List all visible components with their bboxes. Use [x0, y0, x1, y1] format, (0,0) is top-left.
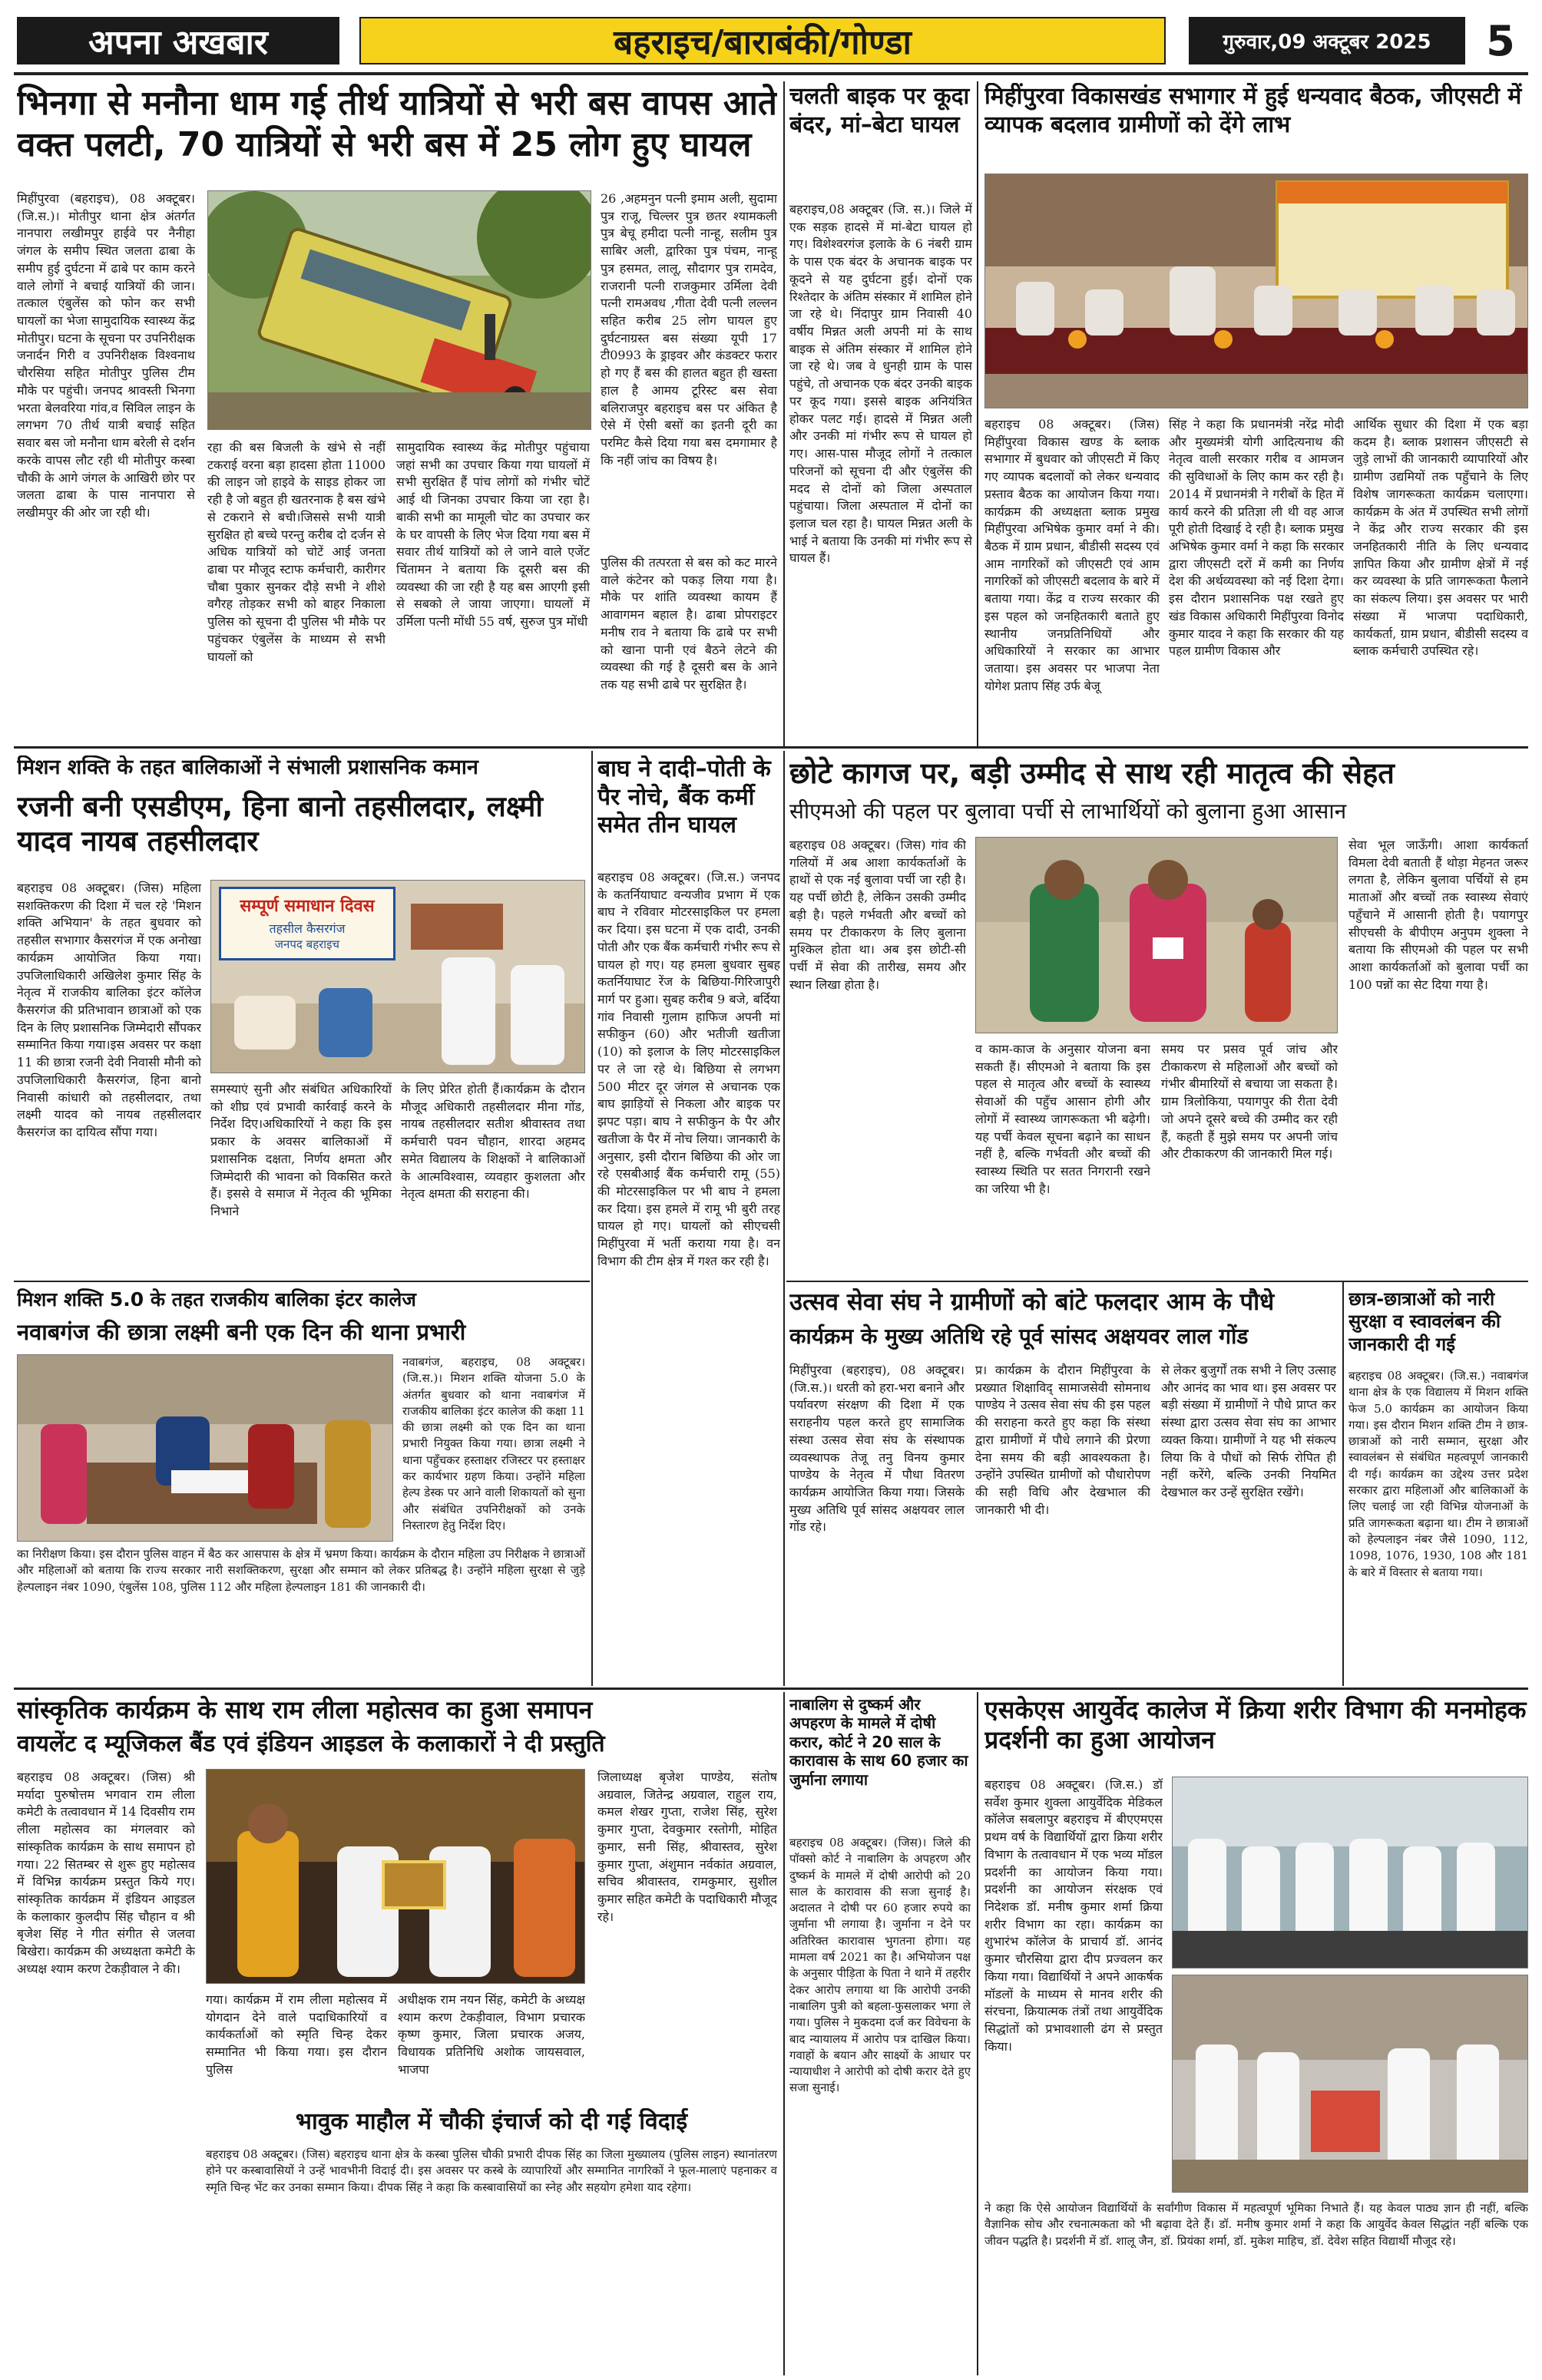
monkey-bike-headline: चलती बाइक पर कूदा बंदर, मां–बेटा घायल	[789, 83, 970, 138]
maternal-health-photo	[975, 837, 1338, 1033]
bus-accident-col5: पुलिस की तत्परता से बस को कट मारने वाले कंटेनर को पकड़ लिया गया है। मौके पर शांति व्यवस्था कायम हैं आवागमन बहाल है। ढाबा प्रोपराइटर मनीष राव ने बताया कि ढाबे पर सभी को खाना पानी एवं बैठने लेटने की व्यवस्था की गई है दूसरी बस के आने तक यह सभी ढाबे पर सुरक्षित है।	[601, 555, 777, 693]
gst-meeting-headline: मिहींपुरवा विकासखंड सभागार में हुई धन्यवाद बैठक, जीएसटी में व्यापक बदलाव ग्रामीणों को देंगे लाभ	[984, 83, 1522, 138]
column-divider	[591, 751, 593, 1686]
gst-meeting-photo	[984, 174, 1528, 408]
mission-shakti-kicker: मिशन शक्ति के तहत बालिकाओं ने संभाली प्रशासनिक कमान	[17, 755, 478, 779]
monkey-bike-text: बहराइच,08 अक्टूबर (जि. स.)। जिले में एक सड़क हादसे में मां-बेटा घायल हो गए। विशेश्वरगंज इलाके के 6 नंबरी ग्राम के पास एक बंदर के अचानक बाइक पर कूदने से यह दुर्घटना हुई। दोनों एक रिश्तेदार के अंतिम संस्कार में शामिल होने जा रहे थे। निंदापुर ग्राम निवासी 40 वर्षीय मिन्नत अली अपनी मां के साथ बाइक से अंतिम संस्कार में शामिल होने जा रहे थे। जब वे धुनही ग्राम के पास पहुंचे, तो अचानक एक बंदर उनकी बाइक पर कूद गया। इससे बाइक अनियंत्रित होकर पलट गई। हादसे में मिन्नत अली और उनकी मां गंभीर रूप से घायल हो गए। आस-पास मौजूद लोगों ने तत्काल परिजनों को सूचना दी और एंबुलेंस की मदद से दोनों को जिला अस्पताल पहुंचाया। जिला अस्पताल में दोनों का इलाज चल रहा है। घायल मिन्नत अली के भाई ने बताया कि उनकी मां गंभीर रूप से घायल हैं।	[789, 202, 972, 566]
banner-title: सम्पूर्ण समाधान दिवस	[240, 897, 375, 916]
maternal-health-col2: व काम-काज के अनुसार योजना बना सकती हैं। सीएमओ ने बताया कि इस पहल से मातृत्व और बच्चों के स्वास्थ्य सेवाओं की पहुँच आसान होगी और लोगों में स्वास्थ्य जागरूकता भी बढ़ेगी। यह पर्ची केवल सूचना बढ़ाने का साधन नहीं है, बल्कि गर्भवती और बच्चों की स्वास्थ्य स्थिति पर सतत निगरानी रखने का जरिया भी है।	[975, 1042, 1150, 1196]
chauki-incharge-text: बहराइच 08 अक्टूबर। (जिस) बहराइच थाना क्षेत्र के कस्बा पुलिस चौकी प्रभारी दीपक सिंह का जिला मुख्यालय (पुलिस लाइन) स्थानांतरण होने पर कस्बावासियों ने उन्हें भावभीनी विदाई दी। इस अवसर पर कस्बे के व्यापारियों और सम्मानित नागरिकों ने फूल-मालाएं पहनाकर व स्मृति चिन्ह भेंट कर उनका सम्मान किया। दीपक सिंह ने कहा कि कस्बावासियों का स्नेह और सहयोग हमेशा याद रहेगा।	[206, 2147, 777, 2194]
samadhan-banner	[219, 887, 395, 960]
maternal-health-headline: छोटे कागज पर, बड़ी उम्मीद से साथ रही मातृत्व की सेहत	[789, 756, 1395, 790]
mission-shakti-photo	[210, 880, 585, 1073]
mission-shakti-headline: रजनी बनी एसडीएम, हिना बानो तहसीलदार, लक्ष्मी यादव नायब तहसीलदार	[17, 790, 544, 858]
minor-case-text: बहराइच 08 अक्टूबर। (जिस)। जिले की पॉक्सो कोर्ट ने नाबालिग के अपहरण और दुष्कर्म के मामले में दोषी आरोपी को 20 साल के कारावास की सजा सुनाई है। अदालत ने दोषी पर 60 हजार रुपये का जुर्माना भी लगाया है। जुर्माना न देने पर अतिरिक्त कारावास भुगतना होगा। यह मामला वर्ष 2021 का है। अभियोजन पक्ष के अनुसार पीड़िता के पिता ने थाने में तहरीर देकर आरोप लगाया था कि आरोपी उनकी नाबालिग पुत्री को बहला-फुसलाकर भगा ले गया। पुलिस ने मुकदमा दर्ज कर विवेचना के बाद न्यायालय में आरोप पत्र दाखिल किया। गवाहों के बयान और साक्ष्यों के आधार पर न्यायाधीश ने आरोपी को दोषी करार देते हुए सजा सुनाई।	[789, 1836, 971, 2095]
column-divider	[1342, 1281, 1344, 1686]
maternal-health-subheadline: सीएमओ की पहल पर बुलावा पर्ची से लाभार्थियों को बुलाना हुआ आसान	[789, 798, 1347, 824]
mango-saplings-subheadline: कार्यक्रम के मुख्य अतिथि रहे पूर्व सांसद अक्षयवर लाल गोंड	[789, 1324, 1249, 1349]
leopard-text: बहराइच 08 अक्टूबर। (जि.स.) जनपद के कतर्नियाघाट वन्यजीव प्रभाग में एक बाघ ने रविवार मोटरसाइकिल पर हमला कर दिया। इस घटना में एक दादी, उनकी पोती और एक बैंक कर्मचारी गंभीर रूप से घायल हो गए। यह हमला बुधवार सुबह कतर्नियाघाट रेंज के बिछिया-गिरिजापुरी मार्ग पर हुआ। सुबह करीब 9 बजे, बर्दिया गांव निवासी गुलाम हाफिज अपनी मां सफीकुन (60) और भतीजी खतीजा (10) को इलाज के लिए मोटरसाइकिल पर ले जा रहे थे। बिछिया से लगभग 500 मीटर दूर जंगल से अचानक एक बाघ झाड़ियों से निकला और बाइक पर झपट पड़ा। बाघ ने सफीकुन के पैर और खतीजा के पैर में नोच लिया। जानकारी के अनुसार, इसी दौरान बिछिया की ओर जा रहे एसबीआई बैंक कर्मचारी रामू (55) की मोटरसाइकिल पर भी बाघ ने हमला कर दिया। इस हमले में रामू भी बुरी तरह घायल हो गए। घायलों को सीएचसी मिहींपुरवा में भर्ती कराया गया है। वन विभाग की टीम क्षेत्र में गश्त कर रही है।	[597, 870, 780, 1268]
gst-meeting-col2: सिंह ने कहा कि प्रधानमंत्री नरेंद्र मोदी और मुख्यमंत्री योगी आदित्यनाथ की नेतृत्व वाली सरकार गरीब व आमजन की सुविधाओं के लिए काम कर रही है। 2014 में प्रधानमंत्री ने गरीबों के हित में कार्य करने की प्रतिज्ञा ली थी वह आज पूरी होती दिखाई दे रही है। ब्लाक प्रमुख अभिषेक कुमार वर्मा ने कहा कि सरकार द्वारा जीएसटी दरों में कमी का निर्णय देश की अर्थव्यवस्था को नई दिशा देगा। इस दौरान प्रशासनिक पक्ष रखते हुए खंड विकास अधिकारी मिहींपुरवा विनोद कुमार यादव ने कहा कि सरकार की यह पहल ग्रामीण विकास और	[1169, 417, 1344, 659]
paper-name: अपना अखबार	[17, 17, 339, 64]
mission-shakti-col1: बहराइच 08 अक्टूबर। (जिस) महिला सशक्तिकरण की दिशा में चल रहे 'मिशन शक्ति अभियान' के तहत बुधवार को तहसील सभागार कैसरगंज में एक अनोखा कार्यक्रम आयोजित किया गया।उपजिलाधिकारी अखिलेश कुमार सिंह के नेतृत्व में राजकीय बालिका इंटर कॉलेज कैसरगंज की प्रतिभावान छात्राओं को एक दिन के लिए प्रशासनिक जिम्मेदारी सौंपकर सम्मानित किया गया।इस अवसर पर कक्षा 11 की छात्रा रजनी देवी निवासी मौनी को उपजिलाधिकारी कैसरगंज, हिना बानो निवासी कांधारी को तहसीलदार, तथा लक्ष्मी यादव को नायब तहसीलदार कैसरगंज का दायित्व सौंपा गया।	[17, 881, 201, 1140]
mango-saplings-headline: उत्सव सेवा संघ ने ग्रामीणों को बांटे फलदार आम के पौधे	[789, 1288, 1275, 1316]
gst-meeting-col3: आर्थिक सुधार की दिशा में एक बड़ा कदम है। ब्लाक प्रशासन जीएसटी से जुड़े लाभों की जानकारी व्यापारियों और ग्रामीण उद्यमियों तक पहुँचाने के लिए विशेष जागरूकता कार्यक्रम चलाएगा। कार्यक्रम के अंत में उपस्थित सभी लोगों ने केंद्र और राज्य सरकार की इस जनहितकारी नीति के लिए धन्यवाद ज्ञापित किया और ग्रामीण क्षेत्रों में नई कर व्यवस्था के प्रति जागरूकता फैलाने का संकल्प लिया। इस अवसर पर भारी संख्या में भाजपा पदाधिकारी, कार्यकर्ता, ग्राम प्रधान, बीडीसी सदस्य व ब्लाक कर्मचारी उपस्थित रहे।	[1353, 417, 1528, 659]
lakshmi-thana-text1: नवाबगंज, बहराइच, 08 अक्टूबर। (जि.स.)। मिशन शक्ति योजना 5.0 के अंतर्गत बुधवार को थाना नवाबगंज में राजकीय बालिका इंटर कालेज की कक्षा 11 की छात्रा लक्ष्मी को एक दिन का थाना प्रभारी नियुक्त किया गया। छात्रा लक्ष्मी ने थाना पहुँचकर हस्ताक्षर रजिस्टर पर हस्ताक्षर कर कार्यभार ग्रहण किया। उन्होंने महिला हेल्प डेस्क पर आने वाली शिकायतों को सुना और संबंधित उपनिरीक्षकों को उनके निस्तारण हेतु निर्देश दिए।	[402, 1355, 585, 1532]
edition-banner: बहराइच/बाराबंकी/गोण्डा	[359, 17, 1166, 64]
lakshmi-thana-headline: नवाबगंज की छात्रा लक्ष्मी बनी एक दिन की थाना प्रभारी	[17, 1319, 466, 1345]
maternal-health-col1: बहराइच 08 अक्टूबर। (जिस) गांव की गलियों में अब आशा कार्यकर्ताओं के हाथों से एक नई बुलावा पर्ची जा रही है। यह पर्ची छोटी है, लेकिन उसकी उम्मीद बड़ी है। पहले गर्भवती और बच्चों को समय पर टीकाकरण के लिए बुलाना मुश्किल होता था। अब इस छोटी-सी पर्ची में सेवा की तारीख, समय और स्थान लिखा होता है।	[789, 838, 966, 992]
column-divider	[783, 1692, 785, 2375]
ramlila-col3: अधीक्षक राम नयन सिंह, कमेटी के अध्यक्ष श्याम करण टेकड़ीवाल, विभाग प्रचारक कृष्ण कुमार, जिला प्रचारक अजय, विधायक प्रतिनिधि अशोक जायसवाल, भाजपा	[398, 1992, 585, 2077]
column-divider	[783, 81, 785, 746]
column-divider	[783, 751, 785, 1686]
girls-safety-headline: छात्र-छात्राओं को नारी सुरक्षा व स्वावलंबन की जानकारी दी गई	[1348, 1288, 1501, 1355]
ramlila-col4: जिलाध्यक्ष बृजेश पाण्डेय, संतोष अग्रवाल, जितेन्द्र अग्रवाल, राहुल राय, कमल शेखर गुप्ता, राजेश सिंह, सुरेश कुमार गुप्ता, देवकुमार रस्तोगी, मोहित कुमार, सनी सिंह, श्रीवास्तव, सुरेश कुमार गुप्ता, अंशुमान नर्वकांत अग्रवाल, सचिव श्रीवास्तव, रामकुमार, सुशील कुमार सहित कमेटी के पदाधिकारी मौजूद रहे।	[597, 1770, 777, 1924]
girls-safety-text: बहराइच 08 अक्टूबर। (जि.स.) नवाबगंज थाना क्षेत्र के एक विद्यालय में मिशन शक्ति फेज 5.0 कार्यक्रम का आयोजन किया गया। इस दौरान मिशन शक्ति टीम ने छात्र-छात्राओं को नारी सम्मान, सुरक्षा और स्वावलंबन से संबंधित महत्वपूर्ण जानकारी दी गई। कार्यक्रम का उद्देश्य उत्तर प्रदेश सरकार द्वारा महिलाओं और बालिकाओं के लिए चलाई जा रही विभिन्न योजनाओं के प्रति जागरूकता बढ़ाना था। टीम ने छात्राओं को हेल्पलाइन नंबर जैसे 1090, 112, 1098, 1076, 1930, 108 और 181 के बारे में विस्तार से बताया गया।	[1348, 1369, 1528, 1579]
ramlila-headline: सांस्कृतिक कार्यक्रम के साथ राम लीला महोत्सव का हुआ समापन	[17, 1695, 593, 1724]
leopard-headline: बाघ ने दादी–पोती के पैर नोचे, बैंक कर्मी समेत तीन घायल	[597, 755, 771, 839]
mango-saplings-col1: मिहींपुरवा (बहराइच), 08 अक्टूबर। (जि.स.)। धरती को हरा-भरा बनाने और पर्यावरण संरक्षण की दिशा में एक सराहनीय पहल करते हुए सामाजिक संस्था उत्सव सेवा संघ के संस्थापक व्यवस्थापक तेजू तनु विनय कुमार पाण्डेय के नेतृत्व में पौधा वितरण कार्यक्रम आयोजित किया गया। जिसके मुख्य अतिथि पूर्व सांसद अक्षयवर लाल गोंड रहे।	[789, 1363, 965, 1535]
lakshmi-thana-kicker: मिशन शक्ति 5.0 के तहत राजकीय बालिका इंटर कालेज	[17, 1288, 416, 1311]
bus-accident-photo	[207, 190, 591, 430]
gst-meeting-col1: बहराइच 08 अक्टूबर। (जिस) मिहींपुरवा विकास खण्ड के ब्लाक सभागार में बुधवार को जीएसटी में किए गए व्यापक बदलावों को लेकर धन्यवाद प्रस्ताव बैठक का आयोजन किया गया। कार्यक्रम की अध्यक्षता ब्लाक प्रमुख मिहींपुरवा अभिषेक कुमार वर्मा ने की। बैठक में ग्राम प्रधान, बीडीसी सदस्य एवं आम नागरिकों को जीएसटी एवं आम नागरिकों को जीएसटी बदलाव के बारे में बताया गया। केंद्र व राज्य सरकार की इस पहल को जनहितकारी बताते हुए स्थानीय जनप्रतिनिधियों और अधिकारियों ने सरकार का आभार जताया। इस अवसर पर भाजपा नेता योगेश प्रताप सिंह उर्फ बेजू	[984, 417, 1160, 693]
ayurveda-photo-1	[1172, 1777, 1528, 1968]
lakshmi-thana-text2: का निरीक्षण किया। इस दौरान पुलिस वाहन में बैठ कर आसपास के क्षेत्र में भ्रमण किया। कार्यक्रम के दौरान महिला उप निरीक्षक ने छात्राओं और महिलाओं को बताया कि राज्य सरकार नारी सशक्तिकरण, सुरक्षा और सम्मान को लेकर प्रतिबद्ध है। उन्होंने महिला सुरक्षा से जुड़े हेल्पलाइन नंबर 1090, एंबुलेंस 108, पुलिस 112 और महिला हेल्पलाइन 181 की जानकारी दी।	[17, 1547, 585, 1594]
maternal-health-col3: समय पर प्रसव पूर्व जांच और टीकाकरण से महिलाओं और बच्चों को गंभीर बीमारियों से बचाया जा सकता है। ग्राम त्रिलोकिया, पयागपुर की रीता देवी जो अपने दूसरे बच्चे की उम्मीद कर रही हैं, कहती हैं मुझे समय पर अपनी जांच और टीकाकरण की जानकारी मिल गई।	[1161, 1042, 1338, 1162]
ayurveda-headline: एसकेएस आयुर्वेद कालेज में क्रिया शरीर विभाग की मनमोहक प्रदर्शनी का हुआ आयोजन	[984, 1695, 1527, 1755]
column-divider	[977, 1692, 978, 2375]
maternal-health-col4: सेवा भूल जाऊँगी। आशा कार्यकर्ता विमला देवी बताती हैं थोड़ा मेहनत जरूर लगता है, लेकिन बुलावा पर्चियों से हम माताओं और बच्चों तक स्वास्थ्य सेवाएं पहुँचाने में आसानी होती है। पयागपुर सीएचसी के बीपीएम अनुपम शुक्ला ने बताया कि सीएमओ की पहल पर सभी आशा कार्यकर्ताओं को बुलावा पर्ची का 100 पन्नों का सेट दिया गया है।	[1348, 838, 1528, 992]
minor-case-headline: नाबालिग से दुष्कर्म और अपहरण के मामले में दोषी करार, कोर्ट ने 20 साल के कारावास के साथ 60 हजार का जुर्माना लगाया	[789, 1695, 968, 1789]
bus-accident-col1: मिहींपुरवा (बहराइच), 08 अक्टूबर। (जि.स.)। मोतीपुर थाना क्षेत्र अंतर्गत नानपारा लखीमपुर हाईवे पर नैनीहा जंगल के समीप स्थित जलता ढाबा के समीप हुई दुर्घटना में ढाबे पर काम करने वाले लोगों ने बचाई यात्रियों की जान।तत्काल एंबुलेंस को फोन कर सभी घायलों का भेजा सामुदायिक स्वास्थ्य केंद्र मोतीपुर। घटना के सूचना पर उपनिरीक्षक जनार्दन गिरी व उपनिरीक्षक विश्वनाथ चौरसिया सहित मोतीपुर पुलिस टीम मौके पर पहुंची। जनपद श्रावस्ती भिनगा भरता बेलवरिया गांव,व सिविल लाइन के लगभग 70 तीर्थ यात्री बचाई सहित सवार बस जो मनौना धाम बरेली से दर्शन करके वापस लौट रही थी मोतीपुर कस्बा चौकी के आगे जंगल के आखिरी छोर पर जलता ढाबा के पास नानपारा से लखीमपुर की ओर जा रही थी।	[17, 191, 195, 520]
bus-accident-col2: रहा की बस बिजली के खंभे से नहीं टकराई वरना बड़ा हादसा होता 11000 की लाइन जो हाइवे के साइड होकर जा रही है जो बहुत ही खतरनाक है बस खंभे से टकराने से बची।जिससे सभी यात्री सुरक्षित हो बच्चे परन्तु करीब दो दर्जन से अधिक यात्रियों को चोटें आई जनता ढाबा पर मौजूद स्टाफ कर्मचारी, कारीगर चौबा पुकार सुनकर दौड़े सभी ने शीशे वगैरह तोड़कर सभी को बाहर निकाला पुलिस को सूचना दी पुलिस भी मौके पर पहुंचकर एंबुलेंस के माध्यम से सभी घायलों को	[207, 440, 386, 664]
ayurveda-photo-2	[1172, 1975, 1528, 2193]
lakshmi-thana-photo	[17, 1354, 393, 1542]
bus-accident-col4: 26 ,अहमनुन पत्नी इमाम अली, सुदामा पुत्र राजू, चिल्लर पुत्र छतर श्यामकली पुत्र बेचू हमीदा पत्नी नान्हू, सलीम पुत्र साबिर अली, द्वारिका पुत्र पंचम, नान्हू पुत्र हसमत, लालू, सौदागर पुत्र रामदेव, राजरानी पत्नी राजकुमार उर्मिला देवी पत्नी रामअवध ,गीता देवी पत्नी लल्लन सहित करीब 25 लोग घायल हुए दुर्घटनाग्रस्त बस संख्या यूपी 17 टी0993 के ड्राइवर और कंडक्टर फरार हो गए हैं बस की हालत बहुत ही खस्ता हाल है आमय टूरिस्ट बस सेवा बलिराजपुर बहराइच बस पर अंकित है ऐसे में ऐसी बसों का इतनी दूरी का परमिट कैसे दिया गया बस दमगामार है कि नहीं जांच का विषय है।	[601, 191, 777, 468]
banner-subtitle: तहसील कैसरगंज	[269, 921, 346, 936]
chauki-incharge-headline: भावुक माहौल में चौकी इंचार्ज को दी गई विदाई	[295, 2108, 688, 2135]
ayurveda-col2: ने कहा कि ऐसे आयोजन विद्यार्थियों के सर्वांगीण विकास में महत्वपूर्ण भूमिका निभाते हैं। यह केवल पाठ्य ज्ञान ही नहीं, बल्कि वैज्ञानिक सोच और रचनात्मकता को भी बढ़ावा देते हैं। डॉ. मनीष कुमार शर्मा ने कहा कि आयुर्वेद केवल सिद्धांत नहीं बल्कि एक जीवन पद्धति है। प्रदर्शनी में डॉ. शालू जैन, डॉ. प्रियंका शर्मा, डॉ. मुकेश माहिच, डॉ. देवेश सहित विद्यार्थी मौजूद रहे।	[984, 2201, 1528, 2248]
ramlila-subheadline: वायलेंट द म्यूजिकल बैंड एवं इंडियन आइडल के कलाकारों ने दी प्रस्तुति	[17, 1730, 605, 1757]
ramlila-col2: गया। कार्यक्रम में राम लीला महोत्सव में योगदान देने वाले पदाधिकारियों व कार्यकर्ताओं को स्मृति चिन्ह देकर सम्मानित भी किया गया। इस दौरान पुलिस	[206, 1992, 387, 2077]
ramlila-photo	[206, 1769, 585, 1984]
banner-subtitle-2: जनपद बहराइच	[274, 937, 340, 951]
ramlila-col1: बहराइच 08 अक्टूबर। (जिस) श्री मर्यादा पुरुषोत्तम भगवान राम लीला कमेटी के तत्वावधान में 14 दिवसीय राम लीला महोत्सव का मंगलवार को सांस्कृतिक कार्यक्रम के साथ समापन हो गया। 22 सितम्बर से शुरू हुए महोत्सव में विभिन्न कार्यक्रम प्रस्तुत किये गए। सांस्कृतिक कार्यक्रम में इंडियन आइडल के कलाकार कुलदीप सिंह चौहान व श्री बृजेश सिंह ने गीत संगीत से जलवा बिखेरा। कार्यक्रम की अध्यक्षता कमेटी के अध्यक्ष श्याम करण टेकड़ीवाल ने की।	[17, 1770, 195, 1976]
bus-accident-col3: सामुदायिक स्वास्थ्य केंद्र मोतीपुर पहुंचाया जहां सभी का उपचार किया गया घायलों में सभी सुरक्षित हैं पांच लोगों को गंभीर चोटें आई थी जिनका उपचार किया जा रहा है।बाकी सभी का मामूली चोट का उपचार कर के घर वापसी के लिए भेज दिया गया बस में सवार तीर्थ यात्रियों को ले जाने वाले एजेंट चिंतामन ने बताया कि दूसरी बस की व्यवस्था की जा रही है यह बस आएगी इसी से सबको ले जाया जाएगा। घायलों में उर्मिला पत्नी मोंधी 55 वर्ष, सुरुज पुत्र मोंधी	[396, 440, 590, 630]
page-number: 5	[1486, 16, 1515, 65]
masthead	[0, 0, 1542, 77]
column-divider	[977, 81, 978, 746]
masthead-rule	[14, 72, 1528, 75]
mango-saplings-col2: प्र। कार्यक्रम के दौरान मिहींपुरवा के प्रख्यात शिक्षाविद् सामाजसेवी सोमनाथ पाण्डेय ने उत्सव सेवा संघ की इस पहल की सराहना करते हुए कहा कि संस्था द्वारा ग्रामीणों में पौधे लगाने की प्रेरणा देना समय की बड़ी आवश्यकता है। उन्होंने उपस्थित ग्रामीणों को पौधारोपण की सही विधि और देखभाल की जानकारी भी दी।	[975, 1363, 1150, 1517]
ayurveda-col1: बहराइच 08 अक्टूबर। (जि.स.) डॉ सर्वेश कुमार शुक्ला आयुर्वेदिक मेडिकल कॉलेज सबलापुर बहराइच में बीएएमएस प्रथम वर्ष के विद्यार्थियों द्वारा क्रिया शरीर विभाग के तत्वावधान में एक भव्य मॉडल प्रदर्शनी का आयोजन किया गया। प्रदर्शनी का आयोजन संरक्षक एवं निदेशक डॉ. मनीष कुमार शर्मा क्रिया शरीर विभाग का रहा। कार्यक्रम का शुभारंभ कॉलेज के प्राचार्य डॉ. आनंद कुमार चौरसिया द्वारा दीप प्रज्वलन कर किया गया। विद्यार्थियों ने अपने आकर्षक मॉडलों के माध्यम से मानव शरीर की संरचना, क्रियात्मक तंत्रों तथा आयुर्वेदिक सिद्धांतों को प्रभावशाली ढंग से प्रस्तुत किया।	[984, 1777, 1163, 2054]
section-rule	[14, 1281, 590, 1282]
mission-shakti-col3: के लिए प्रेरित होती हैं।कार्यक्रम के दौरान मौजूद अधिकारी तहसीलदार मीना गोंड, नायब तहसीलदार सतीश श्रीवास्तव तथा कर्मचारी पवन चौहान, शारदा अहमद समेत विद्यालय के शिक्षकों ने बालिकाओं के आत्मविश्वास, व्यवहार कुशलता और नेतृत्व क्षमता की सराहना की।	[401, 1082, 585, 1202]
bus-accident-headline: भिनगा से मनौना धाम गई तीर्थ यात्रियों से भरी बस वापस आते वक्त पलटी, 70 यात्रियों से भरी बस में 25 लोग हुए घायल	[17, 84, 777, 164]
section-rule	[14, 746, 1528, 749]
mission-shakti-col2: समस्याएं सुनी और संबंधित अधिकारियों को शीघ्र एवं प्रभावी कार्रवाई करने के निर्देश दिए।अधिकारियों ने कहा कि इस प्रकार के अवसर बालिकाओं में प्रशासनिक दक्षता, निर्णय क्षमता और जिम्मेदारी की भावना को विकसित करते हैं। इससे वे समाज में नेतृत्व की भूमिका निभाने	[210, 1082, 392, 1219]
mango-saplings-col3: से लेकर बुजुर्गों तक सभी ने लिए उत्साह और आनंद का भाव था। इस अवसर पर बड़ी संख्या में ग्रामीणों ने पौधे प्राप्त कर संस्था द्वारा उत्सव सेवा संघ का आभार व्यक्त किया। ग्रामीणों ने यह भी संकल्प लिया कि वे पौधों को सिर्फ रोपित ही नहीं करेंगे, बल्कि उनकी नियमित देखभाल कर उन्हें सुरक्षित रखेंगे।	[1161, 1363, 1336, 1500]
section-rule	[786, 1281, 1528, 1282]
section-rule	[14, 1687, 1528, 1690]
issue-date: गुरुवार,09 अक्टूबर 2025	[1189, 17, 1465, 64]
